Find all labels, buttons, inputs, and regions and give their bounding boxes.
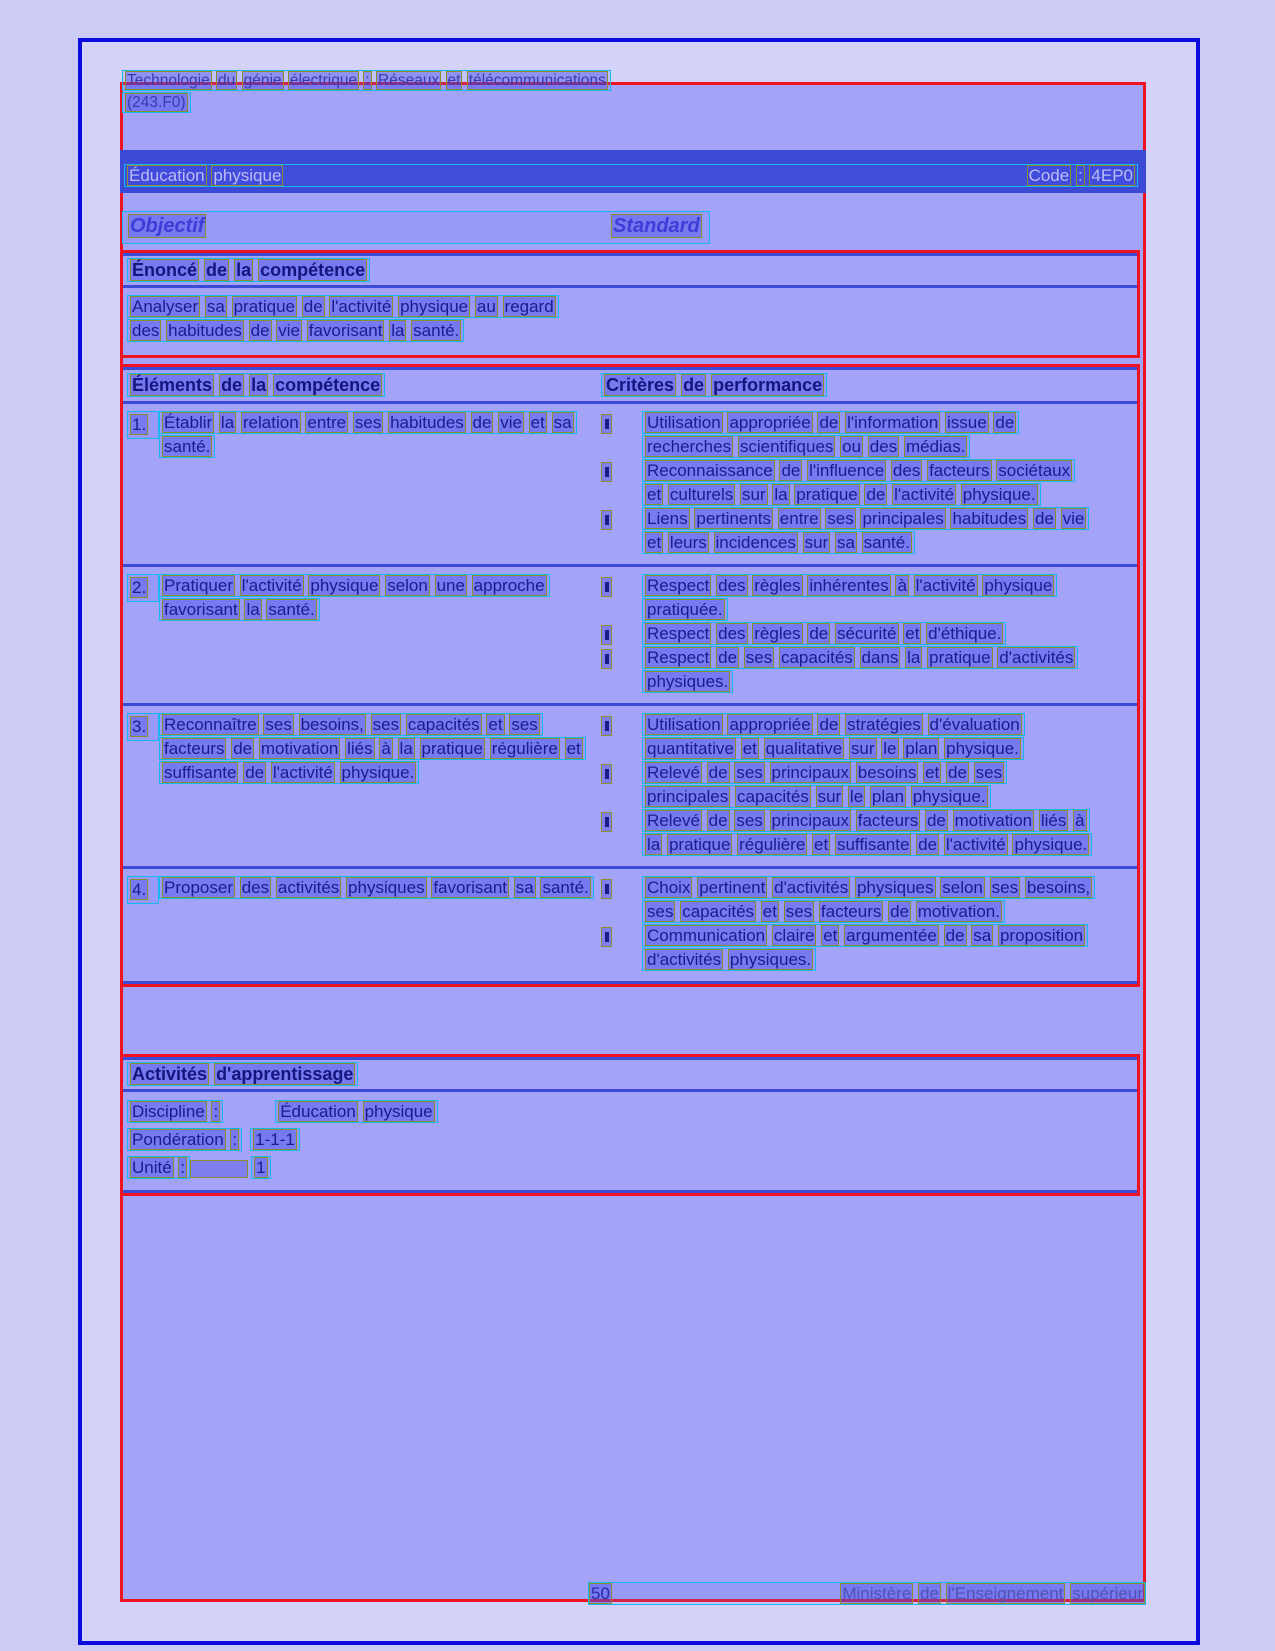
footer-row bbox=[588, 1582, 1146, 1605]
col-elements-heading: Éléments de la compétence bbox=[127, 373, 385, 397]
row-number: 3. bbox=[127, 713, 159, 741]
col-elements-heading-cell bbox=[123, 375, 601, 396]
col-criteres-heading-cell bbox=[601, 375, 1137, 396]
criteria-cell bbox=[601, 411, 1137, 555]
objectif-label: Objectif bbox=[130, 215, 205, 237]
bullet-icon bbox=[601, 577, 612, 597]
element-text-wrap bbox=[159, 411, 601, 459]
field-label: Pondération : bbox=[127, 1128, 242, 1151]
element-cell bbox=[123, 411, 601, 555]
criterion-item bbox=[601, 761, 1137, 809]
criterion-text: Utilisation appropriée de stratégies d'évaluation quantitative et qualitative sur le plan physique. bbox=[642, 713, 1025, 760]
criterion-item bbox=[601, 574, 1137, 622]
table-row bbox=[123, 404, 1137, 567]
table-row bbox=[123, 706, 1137, 869]
bullet-icon bbox=[601, 716, 612, 736]
field-value: Éducation physique bbox=[275, 1100, 437, 1123]
field-row-unite bbox=[127, 1154, 1137, 1182]
element-text: Établir la relation entre ses habitudes de vie et sa santé. bbox=[159, 411, 577, 458]
criterion-item bbox=[601, 713, 1137, 761]
field-value: 1 bbox=[251, 1156, 270, 1179]
element-text: Proposer des activités physiques favorisant sa santé. bbox=[159, 876, 594, 899]
criterion-text: Communication claire et argumentée de sa proposition d'activités physiques. bbox=[642, 924, 1088, 971]
bullet-icon bbox=[601, 649, 612, 669]
bullet-icon bbox=[601, 812, 612, 832]
enonce-heading: Énoncé de la compétence bbox=[127, 258, 370, 282]
course-title: Éducation physique bbox=[129, 165, 282, 185]
criterion-item bbox=[601, 507, 1137, 555]
enonce-text-wrap bbox=[127, 295, 589, 343]
row-number: 4. bbox=[127, 876, 159, 904]
field-value: 1-1-1 bbox=[250, 1128, 300, 1151]
bullet-icon bbox=[601, 927, 612, 947]
criterion-text: Relevé de ses principaux besoins et de ses principales capacités sur le plan physique. bbox=[642, 761, 1007, 808]
criteria-cell bbox=[601, 876, 1137, 972]
field-label: Unité : bbox=[127, 1156, 190, 1179]
criteria-cell bbox=[601, 574, 1137, 694]
activites-section bbox=[120, 1054, 1140, 1196]
criterion-text: Utilisation appropriée de l'information issue de recherches scientifiques ou des médias. bbox=[642, 411, 1019, 458]
activites-fields bbox=[123, 1092, 1137, 1190]
course-code: Code : 4EP0 bbox=[1028, 165, 1133, 185]
enonce-heading-band bbox=[123, 253, 1137, 288]
row-number: 2. bbox=[127, 574, 159, 602]
activites-heading-band bbox=[123, 1057, 1137, 1092]
col-criteres-heading: Critères de performance bbox=[601, 373, 827, 397]
field-label: Discipline : bbox=[127, 1100, 223, 1123]
element-cell bbox=[123, 574, 601, 694]
element-cell bbox=[123, 713, 601, 857]
criterion-text: Choix pertinent d'activités physiques selon ses besoins, ses capacités et ses facteurs de motivation. bbox=[642, 876, 1095, 923]
standard-label: Standard bbox=[613, 215, 700, 237]
criteria-cell bbox=[601, 713, 1137, 857]
criterion-text: Respect des règles de sécurité et d'éthique. bbox=[642, 622, 1006, 645]
criterion-text: Liens pertinents entre ses principales habitudes de vie et leurs incidences sur sa santé. bbox=[642, 507, 1089, 554]
criterion-text: Reconnaissance de l'influence des facteurs sociétaux et culturels sur la pratique de l'activité physique. bbox=[642, 459, 1075, 506]
page-number: 50 bbox=[591, 1583, 610, 1603]
element-text: Pratiquer l'activité physique selon une approche favorisant la santé. bbox=[159, 574, 550, 621]
enonce-section bbox=[120, 250, 1140, 358]
bullet-icon bbox=[601, 414, 612, 434]
element-text-wrap bbox=[159, 713, 601, 785]
table-header bbox=[123, 367, 1137, 404]
criterion-text: Respect des règles inhérentes à l'activité physique pratiquée. bbox=[642, 574, 1057, 621]
table-row bbox=[123, 567, 1137, 706]
field-row-ponderation bbox=[127, 1126, 1137, 1154]
enonce-text: Analyser sa pratique de l'activité physique au regard des habitudes de vie favorisant la santé. bbox=[127, 295, 559, 342]
criterion-text: Respect de ses capacités dans la pratique d'activités physiques. bbox=[642, 646, 1078, 693]
activites-heading: Activités d'apprentissage bbox=[127, 1062, 358, 1086]
doc-header-text: Technologie du génie électrique : Réseaux et télécommunications (243.F0) bbox=[122, 70, 611, 113]
criterion-item bbox=[601, 809, 1137, 857]
empty-value-box bbox=[190, 1160, 248, 1178]
row-number: 1. bbox=[127, 411, 159, 439]
element-text-wrap bbox=[159, 574, 601, 622]
bullet-icon bbox=[601, 764, 612, 784]
doc-header-line bbox=[122, 70, 662, 114]
bullet-icon bbox=[601, 879, 612, 899]
element-text-wrap bbox=[159, 876, 601, 900]
title-bar-row bbox=[124, 164, 1138, 187]
ministry-label: Ministère de l'Enseignement supérieur bbox=[842, 1583, 1143, 1603]
element-cell bbox=[123, 876, 601, 972]
competency-table bbox=[120, 364, 1140, 987]
criterion-item bbox=[601, 622, 1137, 646]
criterion-item bbox=[601, 876, 1137, 924]
table-row bbox=[123, 869, 1137, 984]
bullet-icon bbox=[601, 625, 612, 645]
field-row-discipline bbox=[127, 1098, 1137, 1126]
bullet-icon bbox=[601, 510, 612, 530]
objectif-standard-row bbox=[122, 211, 710, 244]
criterion-text: Relevé de ses principaux facteurs de motivation liés à la pratique régulière et suffisante de l'activité physique. bbox=[642, 809, 1092, 856]
criterion-item bbox=[601, 411, 1137, 459]
criterion-item bbox=[601, 459, 1137, 507]
criterion-item bbox=[601, 924, 1137, 972]
element-text: Reconnaître ses besoins, ses capacités et ses facteurs de motivation liés à la pratique régulière et suffisante de l'activité physique. bbox=[159, 713, 586, 784]
bullet-icon bbox=[601, 462, 612, 482]
criterion-item bbox=[601, 646, 1137, 694]
